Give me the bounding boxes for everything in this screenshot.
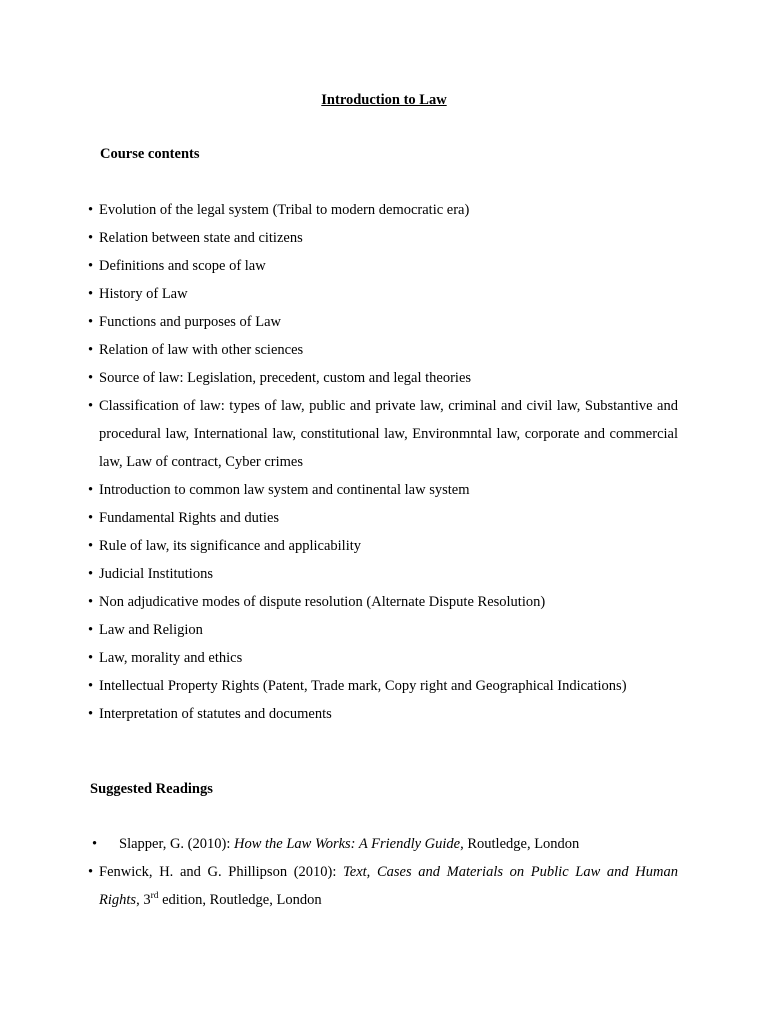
reading-edition-suffix: rd bbox=[150, 891, 159, 901]
bullet-icon: • bbox=[88, 864, 94, 880]
course-contents-list bbox=[88, 196, 678, 728]
list-item: • Functions and purposes of Law bbox=[88, 308, 678, 336]
list-item: • Fundamental Rights and duties bbox=[88, 504, 678, 532]
suggested-readings-list bbox=[88, 830, 678, 914]
list-item: • Interpretation of statutes and documents bbox=[88, 700, 678, 728]
bullet-icon: • bbox=[92, 836, 98, 852]
list-item: • Intellectual Property Rights (Patent, Trade mark, Copy right and Geographical Indications) bbox=[88, 672, 678, 700]
list-item: • Definitions and scope of law bbox=[88, 252, 678, 280]
list-item: • Non adjudicative modes of dispute resolution (Alternate Dispute Resolution) bbox=[88, 588, 678, 616]
bullet-icon: • bbox=[88, 314, 94, 330]
bullet-icon: • bbox=[88, 566, 94, 582]
reading-publisher: edition, Routledge, London bbox=[158, 892, 322, 908]
bullet-icon: • bbox=[88, 706, 94, 722]
reading-title: How the Law Works: A Friendly Guide bbox=[234, 836, 461, 852]
bullet-icon: • bbox=[88, 678, 94, 694]
bullet-icon: • bbox=[88, 482, 94, 498]
bullet-icon: • bbox=[88, 538, 94, 554]
bullet-icon: • bbox=[88, 370, 94, 386]
bullet-icon: • bbox=[88, 342, 94, 358]
bullet-icon: • bbox=[88, 650, 94, 666]
list-item: • Law, morality and ethics bbox=[88, 644, 678, 672]
document-title: Introduction to Law bbox=[321, 92, 447, 108]
list-item: • Classification of law: types of law, public and private law, criminal and civil law, Substantive and procedural law, International law, constitutional law, Environmntal law, corporate and commercial law, Law of contract, Cyber crimes bbox=[88, 392, 678, 476]
bullet-icon: • bbox=[88, 510, 94, 526]
list-item: • Relation between state and citizens bbox=[88, 224, 678, 252]
bullet-icon: • bbox=[88, 258, 94, 274]
bullet-icon: • bbox=[88, 398, 94, 414]
course-contents-heading: Course contents bbox=[100, 146, 200, 162]
suggested-readings-heading: Suggested Readings bbox=[90, 781, 213, 797]
list-item: • Source of law: Legislation, precedent, custom and legal theories bbox=[88, 364, 678, 392]
list-item: • Law and Religion bbox=[88, 616, 678, 644]
reading-title: Text, Cases and Materials on Public Law and Human Rights bbox=[99, 864, 678, 908]
list-item: • Evolution of the legal system (Tribal to modern democratic era) bbox=[88, 196, 678, 224]
bullet-icon: • bbox=[88, 230, 94, 246]
reading-publisher: , Routledge, London bbox=[460, 836, 580, 852]
reading-author: Fenwick, H. and G. Phillipson (2010): bbox=[99, 864, 344, 880]
list-item: • Rule of law, its significance and applicability bbox=[88, 532, 678, 560]
bullet-icon: • bbox=[88, 202, 94, 218]
list-item: • Introduction to common law system and continental law system bbox=[88, 476, 678, 504]
reading-author: Slapper, G. (2010): bbox=[119, 836, 234, 852]
list-item: • Judicial Institutions bbox=[88, 560, 678, 588]
list-item: • Relation of law with other sciences bbox=[88, 336, 678, 364]
bullet-icon: • bbox=[88, 594, 94, 610]
bullet-icon: • bbox=[88, 286, 94, 302]
bullet-icon: • bbox=[88, 622, 94, 638]
reading-item bbox=[88, 858, 678, 914]
reading-edition: , 3 bbox=[136, 892, 151, 908]
reading-item bbox=[88, 830, 678, 858]
list-item: • History of Law bbox=[88, 280, 678, 308]
